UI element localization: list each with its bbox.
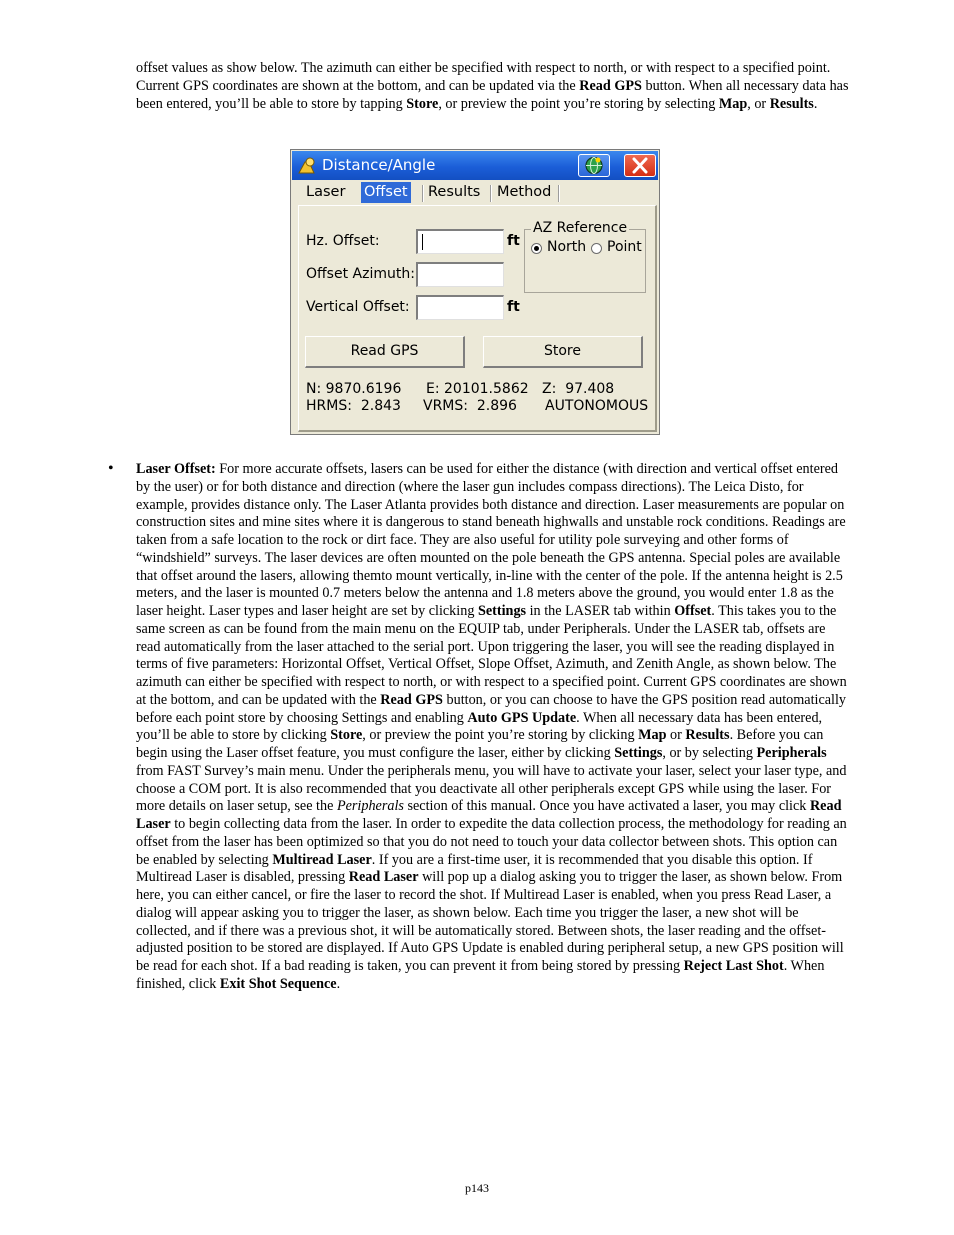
bold-term: Settings — [477, 603, 527, 619]
italic-term: Peripherals — [336, 798, 404, 815]
vertical-offset-label: Vertical Offset: — [306, 299, 410, 315]
bold-term: Map — [718, 95, 748, 112]
text-run: . This takes you to the same screen as can be found from the main menu on the EQUIP tab, under Peripherals. Under the LASER tab, offsets are read automatically from the laser attached to the serial port. Upon triggering the laser, you will see the reading displayed in terms of five parameters: Horizontal Offset, Vertical Offset, Slope Offset, Azimuth, and Zenith Angle, as shown below. The azimuth can either be specified with respect to north, or with respect to a specified point. Current GPS coordinates are shown at the bottom, and can be updated with the — [136, 603, 847, 708]
vertical-offset-unit: ft — [507, 299, 520, 315]
bullet-marker: • — [108, 460, 114, 477]
tab-laser[interactable]: Laser — [306, 184, 346, 200]
vertical-offset-input[interactable] — [416, 295, 504, 320]
text-run: . — [336, 975, 341, 992]
solution-status: AUTONOMOUS — [545, 398, 649, 414]
text-run: . If you are a first-time user, it is recommended that you disable this option. If Multiread Laser is disabled, pressing — [136, 851, 813, 886]
bold-term: Settings — [614, 745, 663, 761]
window-title: Distance/Angle — [322, 156, 436, 174]
bold-term: Store — [406, 95, 439, 112]
bold-term: Read GPS — [380, 691, 443, 708]
elevation-readout: Z: 97.408 — [542, 381, 615, 397]
close-button[interactable] — [624, 154, 656, 177]
hrms-readout: HRMS: 2.843 — [306, 398, 401, 414]
easting-readout: E: 20101.5862 — [426, 381, 529, 397]
read-gps-button[interactable]: Read GPS — [305, 336, 465, 368]
az-reference-group — [524, 220, 646, 293]
bold-term: Exit Shot Sequence — [219, 975, 337, 992]
text-run: For more accurate offsets, lasers can be used for either the distance (with direction and vertical offset entered by the user) or for both distance and direction (where the laser gun includes compass directions). The Leica Disto, for example, provides distance only. The Laser Atlanta provides both distance and direction. Laser measurements are popular on construction sites and mine sites where it is dangerous to stand beneath highwalls and unstable rock conditions. Readings are taken from a safe location to the rock or dirt face. They are also useful for utility pole surveying and other forms of “windshield” surveys. The laser devices are often mounted on the pole beneath the GPS antenna. Special poles are available that offset around the lasers, allowing themto mount vertically, in-line with the center of the pole. If the antenna height is 2.5 meters, and the laser is mounted 0.7 meters below the antenna and 1.8 meters above the ground, you would enter 1.8 as the laser height. Laser types and laser height are set by clicking — [136, 461, 846, 619]
text-run: . When all necessary data has been entered, you’ll be able to store by clicking — [136, 709, 823, 744]
vrms-readout: VRMS: 2.896 — [423, 398, 517, 414]
bold-term: Auto GPS Update — [467, 709, 577, 726]
laser-offset-paragraph — [136, 461, 852, 994]
page-number: p143 — [465, 1181, 489, 1195]
bold-term: Read Laser — [136, 798, 842, 832]
bold-term: Peripherals — [756, 745, 827, 761]
text-run: , or preview the point you’re storing by clicking — [362, 727, 639, 744]
gps-button[interactable] — [578, 154, 610, 177]
tab-results[interactable]: Results — [428, 184, 481, 200]
text-run: , or — [747, 95, 770, 112]
store-button[interactable]: Store — [483, 336, 643, 368]
bold-term: Store — [330, 727, 363, 744]
bold-term: Multiread Laser — [272, 851, 372, 868]
az-reference-title: AZ Reference — [533, 220, 628, 236]
text-run: , or preview the point you’re storing by selecting — [438, 95, 719, 112]
text-run: offset values as show below. The azimuth can either be specified with respect to north, or with respect to a specified point. Current GPS coordinates are shown at the bottom, and can be updated via the — [136, 60, 831, 94]
text-run: from FAST Survey’s main menu. Under the peripherals menu, you will have to activate your laser, select your laser type, and choose a COM port. It is also recommended that you deactivate all other peripherals except GPS while using the laser. For more details on laser setup, see the — [136, 762, 847, 815]
point-radio-label: Point — [607, 239, 642, 255]
bold-term: Results — [685, 727, 730, 744]
text-run: . When finished, click — [136, 958, 825, 992]
gps-globe-icon — [579, 155, 609, 176]
tab-offset[interactable]: Offset — [361, 182, 411, 203]
offset-azimuth-label: Offset Azimuth: — [306, 266, 415, 282]
tab-separator — [558, 185, 559, 202]
tab-separator — [422, 185, 423, 202]
bold-term: Reject Last Shot — [683, 958, 784, 974]
text-run: , or by selecting — [662, 745, 757, 761]
point-radio[interactable] — [591, 243, 602, 254]
text-run: section of this manual. Once you have activated a laser, you may click — [403, 798, 810, 815]
bold-term: Results — [769, 95, 814, 112]
northing-readout: N: 9870.6196 — [306, 381, 402, 397]
text-run: will pop up a dialog asking you to trigger the laser, as shown below. From here, you can either cancel, or fire the laser to record the shot. If Multiread Laser is enabled, when you press Read Laser, a dialog will appear asking you to trigger the laser, as shown below. Each time you trigger the laser, a new shot will be collected, and if there was a previous shot, it will be automatically stored. Between shots, the laser reading and the offset-adjusted position to be stored are displayed. If Auto GPS Update is enabled during peripheral setup, a new GPS position will be read for each shot. If a bad reading is taken, you can prevent it from being stored by pressing — [136, 869, 844, 974]
title-bar — [292, 151, 658, 180]
text-run: or — [666, 727, 686, 744]
bold-term: Offset — [674, 603, 712, 619]
tab-method[interactable]: Method — [497, 184, 552, 200]
bold-term: Laser Offset: — [136, 461, 216, 477]
north-radio[interactable] — [531, 243, 542, 254]
hz-offset-label: Hz. Offset: — [306, 233, 380, 249]
offset-azimuth-input[interactable] — [416, 262, 504, 287]
intro-paragraph — [136, 60, 852, 113]
bold-term: Read GPS — [579, 77, 642, 94]
close-icon — [625, 155, 655, 176]
tab-separator — [490, 185, 491, 202]
bold-term: Map — [638, 727, 667, 744]
app-icon — [297, 156, 317, 176]
text-run: in the LASER tab within — [526, 603, 675, 619]
bold-term: Read Laser — [348, 869, 419, 886]
text-run: . — [813, 95, 818, 112]
text-run: button, or you can choose to have the GPS position read automatically before each point store by choosing Settings and enabling — [136, 691, 847, 726]
text-caret — [422, 234, 423, 250]
north-radio-label: North — [547, 239, 587, 255]
text-run: button. When all necessary data has been entered, you’ll be able to store by tapping — [136, 77, 849, 112]
text-run: . Before you can begin using the Laser offset feature, you must configure the laser, either by clicking — [136, 727, 824, 761]
distance-angle-window — [290, 149, 660, 435]
hz-offset-input[interactable] — [416, 229, 504, 254]
text-run: to begin collecting data from the laser. In order to expedite the data collection process, the methodology for reading an offset from the laser has been optimized so that you do not need to touch your data collector between shots. This option can be enabled by selecting — [136, 816, 847, 868]
hz-offset-unit: ft — [507, 233, 520, 249]
